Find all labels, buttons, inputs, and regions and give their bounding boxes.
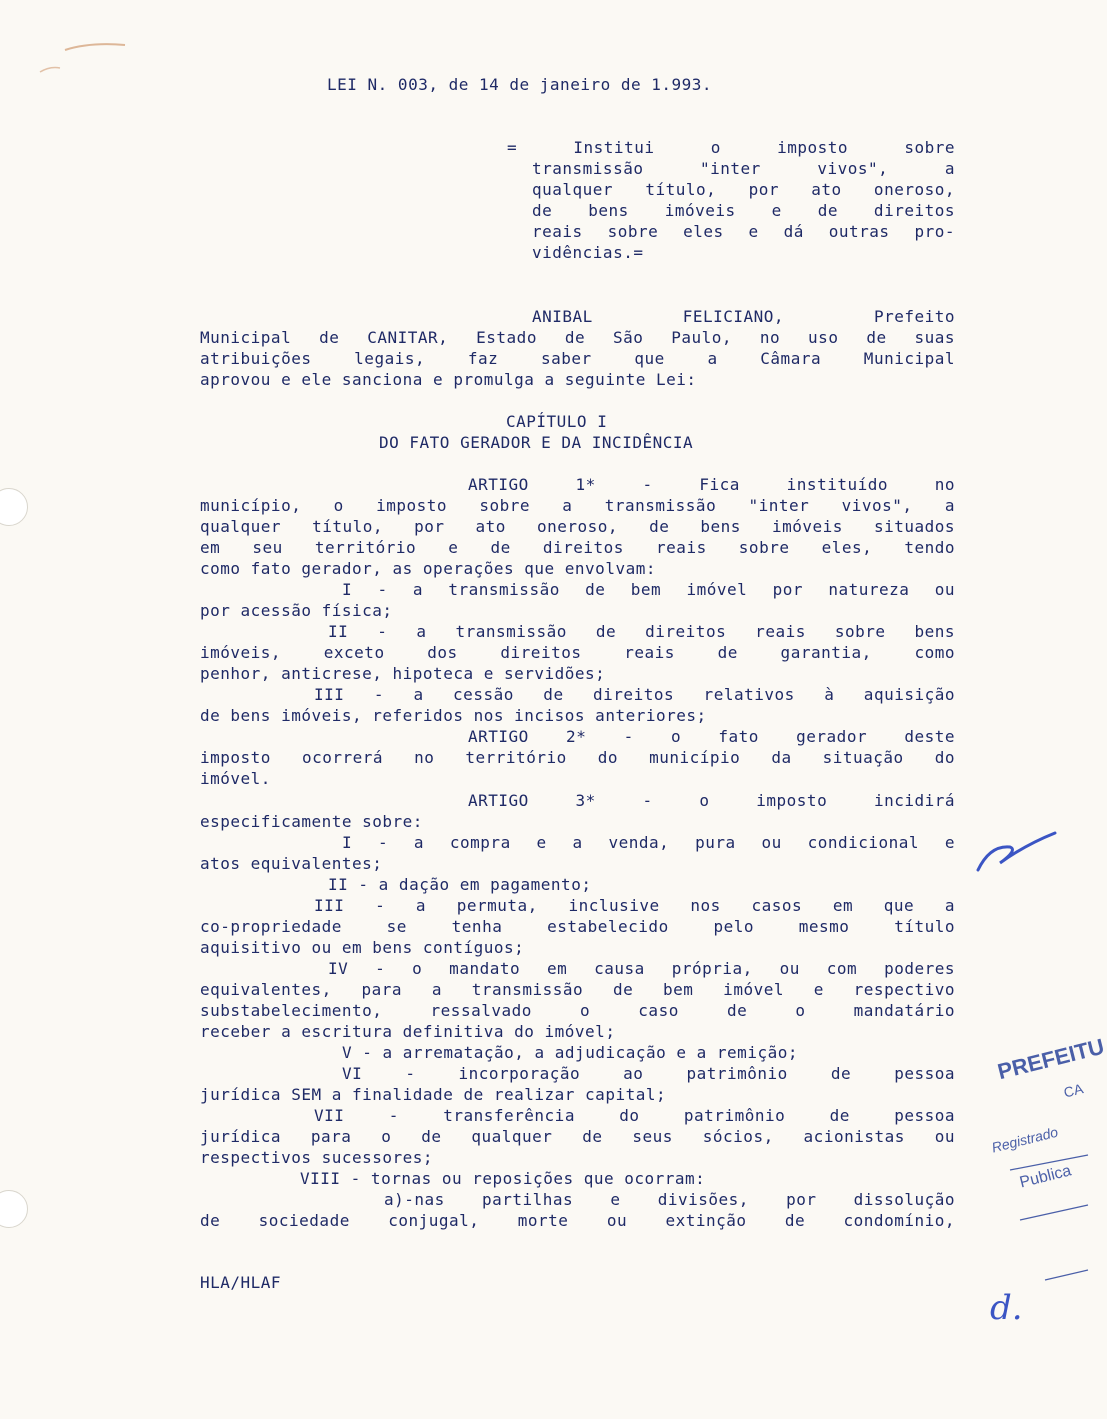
chapter-number: CAPÍTULO I bbox=[506, 412, 608, 431]
body-line-36: de sociedade conjugal, morte ou extinção de condomínio, bbox=[200, 1211, 955, 1230]
body-line-32: jurídica para o de qualquer de seus sócios, acionistas ou bbox=[200, 1127, 955, 1146]
ementa-line-3: qualquer título, por ato oneroso, bbox=[532, 180, 955, 199]
body-line-10: penhor, anticrese, hipoteca e servidões; bbox=[200, 664, 606, 683]
body-line-23: aquisitivo ou em bens contíguos; bbox=[200, 938, 525, 957]
body-line-24: IV - o mandato em causa própria, ou com poderes bbox=[328, 959, 955, 978]
stamp-published: Publica bbox=[1018, 1162, 1074, 1192]
body-line-9: imóveis, exceto dos direitos reais de garantia, como bbox=[200, 643, 955, 662]
preamble-line-3: atribuições legais, faz saber que a Câmara Municipal bbox=[200, 349, 955, 368]
body-line-34: VIII - tornas ou reposições que ocorram: bbox=[300, 1169, 706, 1188]
body-line-6: I - a transmissão de bem imóvel por natureza ou bbox=[342, 580, 955, 599]
body-line-22: co-propriedade se tenha estabelecido pelo mesmo título bbox=[200, 917, 955, 936]
ementa-line-6: vidências.= bbox=[532, 243, 644, 262]
body-line-17: especificamente sobre: bbox=[200, 812, 423, 831]
body-line-21: III - a permuta, inclusive nos casos em que a bbox=[314, 896, 955, 915]
ementa-line-2: transmissão "inter vivos", a bbox=[532, 159, 955, 178]
stamp-lines bbox=[1000, 1150, 1088, 1290]
body-line-2: município, o imposto sobre a transmissão "inter vivos", a bbox=[200, 496, 955, 515]
body-line-35: a)-nas partilhas e divisões, por dissolução bbox=[384, 1190, 955, 1209]
signature: d. bbox=[990, 1288, 1023, 1328]
body-line-13: ARTIGO 2* - o fato gerador deste bbox=[468, 727, 955, 746]
punch-hole-top bbox=[0, 488, 28, 526]
preamble-line-4: aprovou e ele sanciona e promulga a seguinte Lei: bbox=[200, 370, 697, 389]
stamp-registered: Registrado bbox=[990, 1123, 1060, 1156]
body-line-3: qualquer título, por ato oneroso, de bens imóveis situados bbox=[200, 517, 955, 536]
body-line-19: atos equivalentes; bbox=[200, 854, 383, 873]
preamble-line-2: Municipal de CANITAR, Estado de São Paulo, no uso de suas bbox=[200, 328, 955, 347]
body-line-15: imóvel. bbox=[200, 769, 271, 788]
body-line-5: como fato gerador, as operações que envolvam: bbox=[200, 559, 656, 578]
body-line-33: respectivos sucessores; bbox=[200, 1148, 434, 1167]
pen-check-mark bbox=[970, 825, 1060, 875]
body-line-7: por acessão física; bbox=[200, 601, 393, 620]
body-line-30: jurídica SEM a finalidade de realizar capital; bbox=[200, 1085, 667, 1104]
stamp-subtitle: CA bbox=[1062, 1080, 1085, 1101]
chapter-title: DO FATO GERADOR E DA INCIDÊNCIA bbox=[379, 433, 694, 452]
body-line-4: em seu território e de direitos reais sobre eles, tendo bbox=[200, 538, 955, 557]
law-title: LEI N. 003, de 14 de janeiro de 1.993. bbox=[327, 75, 713, 94]
body-line-12: de bens imóveis, referidos nos incisos anteriores; bbox=[200, 706, 707, 725]
footer-initials: HLA/HLAF bbox=[200, 1273, 282, 1292]
body-line-26: substabelecimento, ressalvado o caso de o mandatário bbox=[200, 1001, 955, 1020]
body-line-18: I - a compra e a venda, pura ou condicional e bbox=[342, 833, 955, 852]
body-line-8: II - a transmissão de direitos reais sobre bens bbox=[328, 622, 955, 641]
stamp-title: PREFEITU bbox=[995, 1033, 1107, 1085]
ementa-line-5: reais sobre eles e dá outras pro- bbox=[532, 222, 955, 241]
body-line-28: V - a arrematação, a adjudicação e a remição; bbox=[342, 1043, 798, 1062]
body-line-16: ARTIGO 3* - o imposto incidirá bbox=[468, 791, 955, 810]
body-line-25: equivalentes, para a transmissão de bem imóvel e respectivo bbox=[200, 980, 955, 999]
body-line-29: VI - incorporação ao patrimônio de pessoa bbox=[342, 1064, 955, 1083]
ementa-line-1: = Institui o imposto sobre bbox=[507, 138, 955, 157]
body-line-20: II - a dação em pagamento; bbox=[328, 875, 592, 894]
body-line-27: receber a escritura definitiva do imóvel; bbox=[200, 1022, 616, 1041]
punch-hole-bottom bbox=[0, 1190, 28, 1228]
body-line-11: III - a cessão de direitos relativos à aquisição bbox=[314, 685, 955, 704]
body-line-14: imposto ocorrerá no território do município da situação do bbox=[200, 748, 955, 767]
ementa-line-4: de bens imóveis e de direitos bbox=[532, 201, 955, 220]
stain-mark bbox=[30, 30, 130, 80]
body-line-1: ARTIGO 1* - Fica instituído no bbox=[468, 475, 955, 494]
body-line-31: VII - transferência do patrimônio de pessoa bbox=[314, 1106, 955, 1125]
preamble-line-1: ANIBAL FELICIANO, Prefeito bbox=[532, 307, 955, 326]
